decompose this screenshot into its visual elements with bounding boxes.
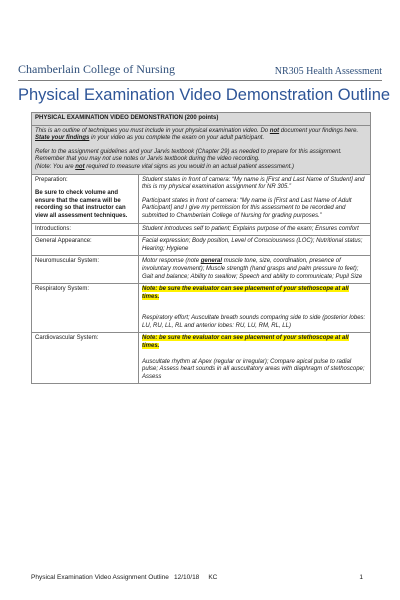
introductions-text: Student introduces self to patient; Explains purpose of the exam; Ensures comfort: [139, 223, 371, 236]
outline-table: [31, 112, 371, 384]
neuromuscular-text: [139, 256, 371, 284]
general-appearance-label: General Appearance:: [32, 236, 139, 256]
intro-paragraph-1: [35, 128, 367, 143]
neuro-general: general: [200, 258, 223, 265]
cardio-note-paragraph: [142, 335, 367, 350]
table-row: [32, 223, 371, 236]
footer-date-initials: [174, 574, 217, 581]
cardiovascular-content: [139, 333, 371, 384]
table-row: [32, 284, 371, 333]
intro-row: [32, 125, 371, 174]
intro3-text-a: (Note: You are: [35, 163, 76, 170]
row-label-cell: [32, 174, 139, 223]
cardio-text: Auscultate rhythm at Apex (regular or irregular); Compare apical pulse to radial pulse; Assess heart sounds in all auscultatory areas with diaphragm of stethoscope; Assess: [142, 358, 365, 380]
preparation-label: Preparation:: [35, 176, 68, 183]
intro1-text-b: document your findings here.: [279, 127, 359, 134]
intro-paragraph-2: [35, 149, 367, 172]
table-heading: PHYSICAL EXAMINATION VIDEO DEMONSTRATION (200 points): [32, 113, 371, 126]
table-row: [32, 174, 371, 223]
table-row: [32, 236, 371, 256]
table-heading-row: [32, 113, 371, 126]
table-row: [32, 333, 371, 384]
page-header: [18, 62, 382, 81]
intro-cell: [32, 125, 371, 174]
page-number: 1: [359, 574, 363, 581]
preparation-text-2: Participant states in front of camera: “My name is [First and Last Name of Adult Participant] and I give my permission for this assessment to be recorded and submitted to Chamberlain College of Nursing for grading purposes.”: [142, 197, 352, 219]
neuro-text-a: Motor response (note: [142, 258, 201, 265]
intro3-not: not: [75, 163, 85, 170]
cardio-note: Note: be sure the evaluator can see placement of your stethoscope at all times.: [142, 335, 349, 350]
respiratory-note-paragraph: [142, 286, 367, 301]
institution-name: Chamberlain College of Nursing: [18, 62, 175, 76]
respiratory-text: Respiratory effort; Auscultate breath sounds comparing side to side (posterior lobes: LU, RU, LL, RL and anterior lobes: RU, LU, RM, RL, LL): [142, 315, 366, 329]
neuromuscular-label: Neuromuscular System:: [32, 256, 139, 284]
intro3-text-b: required to measure vital signs as you would in an actual patient assessment.): [84, 163, 295, 170]
table-row: [32, 256, 371, 284]
intro1-not: not: [269, 127, 280, 134]
row-content-cell: [139, 174, 371, 223]
introductions-label: Introductions:: [32, 223, 139, 236]
intro1-text-a: This is an outline of techniques you must include in your physical examination video. Do: [35, 127, 270, 134]
preparation-warning: Be sure to check volume and ensure that the camera will be recording so that instructor can view all assessment techniques.: [35, 190, 128, 219]
intro1-text-c: in your video as you complete the exam on your adult participant.: [89, 135, 265, 142]
footer-date: 12/10/18: [174, 574, 200, 581]
respiratory-note: Note: be sure the evaluator can see placement of your stethoscope at all times.: [142, 286, 349, 300]
footer-initials: KC: [208, 574, 218, 581]
respiratory-label: Respiratory System:: [32, 284, 139, 333]
neuro-text-b: muscle tone, size, coordination, presence of involuntary movement); Muscle strength (hand grasps and palm pressure to feet); Gait and balance; Ability to swallow; Speech and ability to communicate; Pupil Size: [142, 258, 363, 280]
preparation-text-1: Student states in front of camera: “My name is [First and Last Name of Student] and this is my physical examination assignment for NR 305.”: [142, 176, 365, 191]
intro1-state-findings: State your findings: [35, 135, 90, 142]
document-title: Physical Examination Video Demonstration Outline: [18, 86, 391, 104]
footer-title: Physical Examination Video Assignment Outline: [31, 574, 169, 581]
respiratory-content: [139, 284, 371, 333]
general-appearance-text: Facial expression; Body position, Level of Consciousness (LOC); Nutritional status; Hearing; Hygiene: [139, 236, 371, 256]
intro2-text: Refer to the assignment guidelines and your Jarvis textbook (Chapter 29) as needed to prepare for this assignment. Remember that you may not use notes or Jarvis textbook during the video recording.: [35, 148, 342, 163]
cardiovascular-label: Cardiovascular System:: [32, 333, 139, 384]
course-name: NR305 Health Assessment: [274, 66, 382, 77]
